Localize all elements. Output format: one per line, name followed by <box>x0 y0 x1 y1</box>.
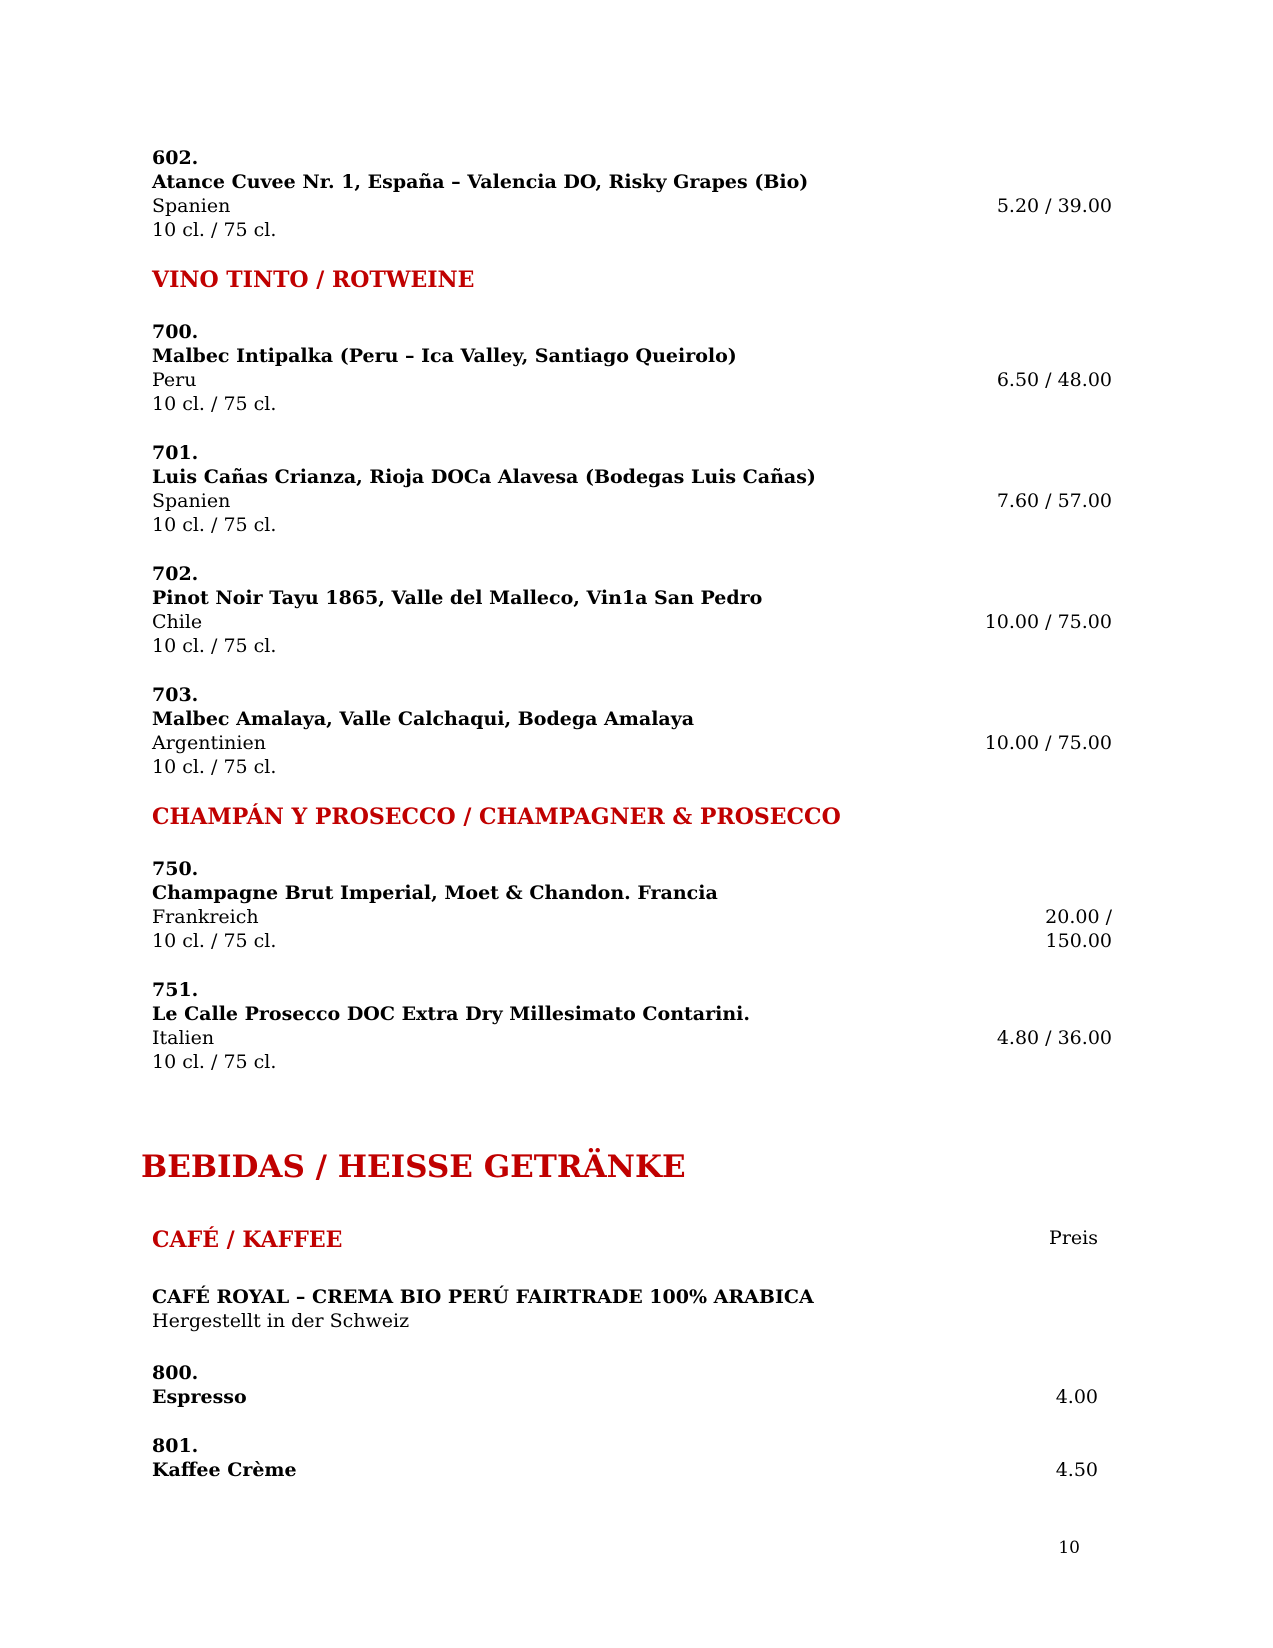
item-origin: Argentinien <box>152 732 266 754</box>
item-origin: Chile <box>152 611 203 633</box>
item-number: 702. <box>152 563 199 585</box>
item-name: Pinot Noir Tayu 1865, Valle del Malleco, Vin1a San Pedro <box>152 587 763 609</box>
item-price: 4.50 <box>1055 1459 1098 1481</box>
item-size: 10 cl. / 75 cl. <box>152 393 277 415</box>
item-price: 4.00 <box>1055 1386 1098 1408</box>
item-origin: Spanien <box>152 490 231 512</box>
item-number: 801. <box>152 1435 199 1457</box>
item-name: Atance Cuvee Nr. 1, España – Valencia DO, Risky Grapes (Bio) <box>152 171 809 193</box>
item-size: 10 cl. / 75 cl. <box>152 514 277 536</box>
heading-bebidas: BEBIDAS / HEISSE GETRÄNKE <box>141 1149 686 1185</box>
item-origin: Spanien <box>152 195 231 217</box>
section-title-champagner: CHAMPÁN Y PROSECCO / CHAMPAGNER & PROSECCO <box>152 804 841 830</box>
item-number: 602. <box>152 147 199 169</box>
item-number: 703. <box>152 684 199 706</box>
item-price: 7.60 / 57.00 <box>996 490 1112 512</box>
item-size: 10 cl. / 75 cl. <box>152 1051 277 1073</box>
item-origin: Peru <box>152 369 197 391</box>
item-name: Espresso <box>152 1386 247 1408</box>
item-price: 6.50 / 48.00 <box>996 369 1112 391</box>
coffee-brand: CAFÉ ROYAL – CREMA BIO PERÚ FAIRTRADE 100% ARABICA <box>152 1286 814 1308</box>
item-number: 800. <box>152 1362 199 1384</box>
item-name: Champagne Brut Imperial, Moet & Chandon. Francia <box>152 882 718 904</box>
item-price: 4.80 / 36.00 <box>996 1027 1112 1049</box>
item-size: 10 cl. / 75 cl. <box>152 756 277 778</box>
item-origin: Italien <box>152 1027 215 1049</box>
item-name: Kaffee Crème <box>152 1459 297 1481</box>
item-size: 10 cl. / 75 cl. <box>152 635 277 657</box>
item-number: 700. <box>152 321 199 343</box>
item-number: 701. <box>152 442 199 464</box>
item-price-line1: 20.00 / <box>1045 906 1112 928</box>
section-title-rotweine: VINO TINTO / ROTWEINE <box>152 267 475 293</box>
price-header: Preis <box>1049 1227 1098 1249</box>
item-price: 10.00 / 75.00 <box>984 732 1112 754</box>
item-name: Luis Cañas Crianza, Rioja DOCa Alavesa (Bodegas Luis Cañas) <box>152 466 816 488</box>
item-origin: Frankreich <box>152 906 259 928</box>
item-price: 5.20 / 39.00 <box>996 195 1112 217</box>
item-price-line2: 150.00 <box>1045 930 1112 952</box>
item-name: Malbec Amalaya, Valle Calchaqui, Bodega Amalaya <box>152 708 695 730</box>
item-name: Malbec Intipalka (Peru – Ica Valley, Santiago Queirolo) <box>152 345 737 367</box>
item-number: 750. <box>152 858 199 880</box>
coffee-brand-note: Hergestellt in der Schweiz <box>152 1310 410 1332</box>
item-name: Le Calle Prosecco DOC Extra Dry Millesimato Contarini. <box>152 1003 750 1025</box>
item-price: 10.00 / 75.00 <box>984 611 1112 633</box>
item-size: 10 cl. / 75 cl. <box>152 930 277 952</box>
section-title-kaffee: CAFÉ / KAFFEE <box>152 1227 343 1253</box>
item-size: 10 cl. / 75 cl. <box>152 219 277 241</box>
item-number: 751. <box>152 979 199 1001</box>
page-number: 10 <box>1058 1538 1080 1558</box>
